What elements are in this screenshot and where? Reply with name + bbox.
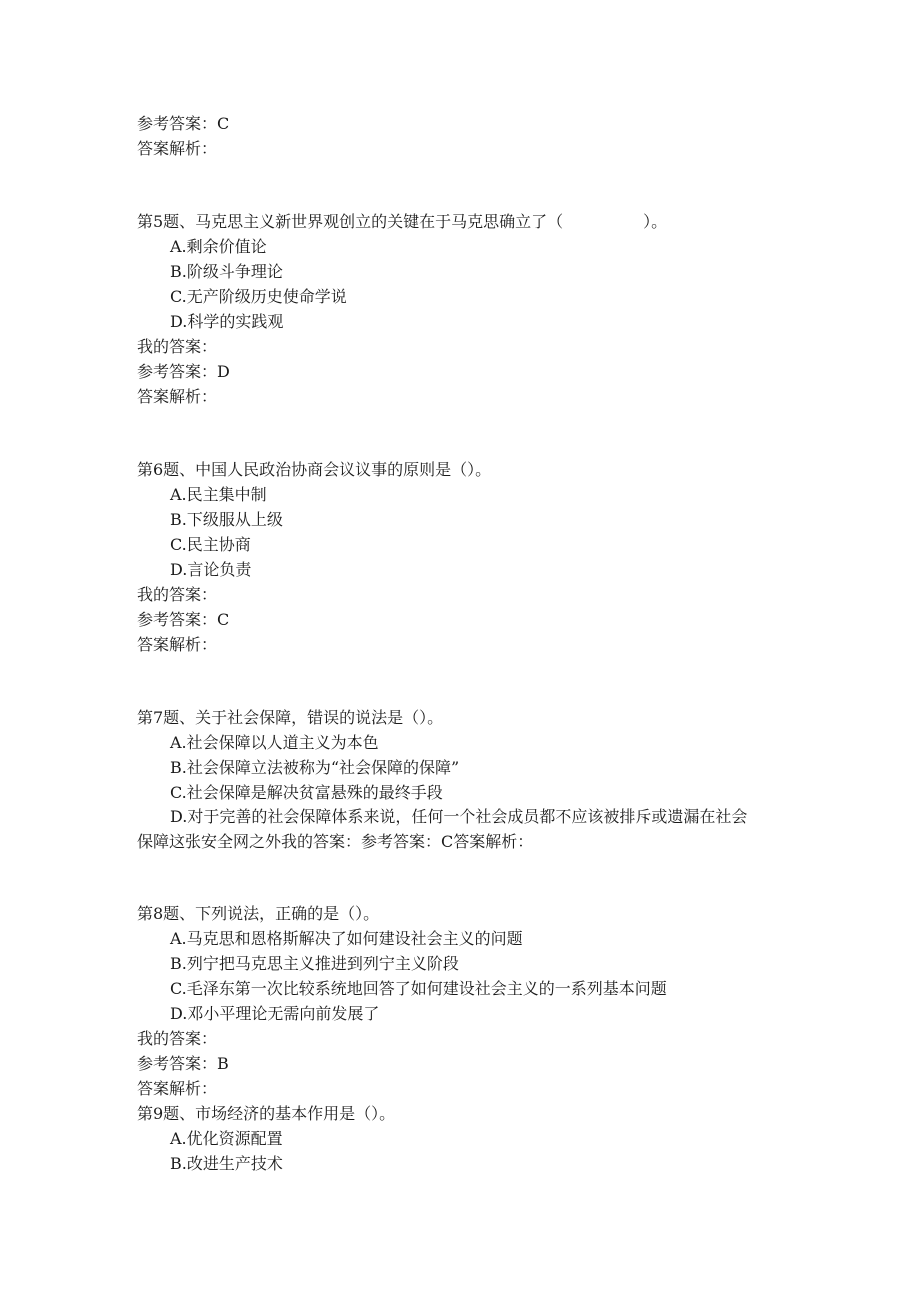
q8-option-b: B.列宁把马克思主义推进到列宁主义阶段	[170, 954, 459, 973]
q4-reference-answer: 参考答案：C	[137, 114, 230, 133]
q5-option-d: D.科学的实践观	[170, 312, 284, 331]
q7-option-a: A.社会保障以人道主义为本色	[170, 733, 379, 752]
q9-option-b: B.改进生产技术	[170, 1154, 283, 1173]
q5-option-a: A.剩余价值论	[170, 237, 267, 256]
q6-option-c: C.民主协商	[170, 535, 251, 554]
q7-option-c: C.社会保障是解决贫富悬殊的最终手段	[170, 783, 443, 802]
q7-continuation: 保障这张安全网之外我的答案：参考答案：C答案解析：	[137, 832, 534, 851]
q8-option-a: A.马克思和恩格斯解决了如何建设社会主义的问题	[170, 929, 523, 948]
q8-analysis: 答案解析：	[137, 1079, 218, 1098]
q8-reference-answer: 参考答案：B	[137, 1054, 229, 1073]
q5-option-b: B.阶级斗争理论	[170, 262, 283, 281]
q8-option-d: D.邓小平理论无需向前发展了	[170, 1004, 380, 1023]
q5-option-c: C.无产阶级历史使命学说	[170, 287, 347, 306]
q7-option-b: B.社会保障立法被称为“社会保障的保障”	[170, 758, 460, 777]
q6-analysis: 答案解析：	[137, 635, 218, 654]
q6-option-a: A.民主集中制	[170, 485, 267, 504]
q8-option-c: C.毛泽东第一次比较系统地回答了如何建设社会主义的一系列基本问题	[170, 979, 667, 998]
q4-analysis: 答案解析：	[137, 139, 218, 158]
q9-option-a: A.优化资源配置	[170, 1129, 283, 1148]
q6-my-answer: 我的答案：	[137, 585, 218, 604]
q5-my-answer: 我的答案：	[137, 337, 218, 356]
q6-question: 第6题、中国人民政治协商会议议事的原则是（）。	[137, 460, 492, 479]
q7-question: 第7题、关于社会保障，错误的说法是（）。	[137, 708, 444, 727]
q6-option-b: B.下级服从上级	[170, 510, 283, 529]
q5-question: 第5题、马克思主义新世界观创立的关键在于马克思确立了（ ）。	[137, 212, 668, 231]
q6-option-d: D.言论负责	[170, 560, 252, 579]
q7-option-d: D.对于完善的社会保障体系来说，任何一个社会成员都不应该被排斥或遗漏在社会	[170, 807, 748, 826]
q6-reference-answer: 参考答案：C	[137, 610, 230, 629]
q5-analysis: 答案解析：	[137, 387, 218, 406]
q8-question: 第8题、下列说法，正确的是（）。	[137, 904, 380, 923]
q9-question: 第9题、市场经济的基本作用是（）。	[137, 1104, 396, 1123]
q8-my-answer: 我的答案：	[137, 1029, 218, 1048]
q5-reference-answer: 参考答案：D	[137, 362, 230, 381]
